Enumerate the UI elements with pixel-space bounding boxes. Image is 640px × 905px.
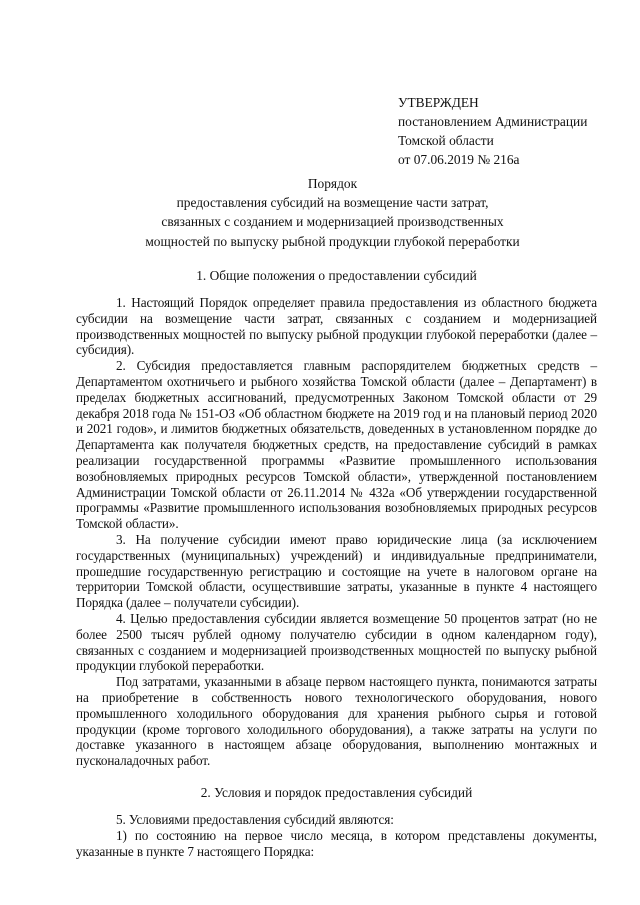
title-line-2: предоставления субсидий на возмещение части затрат, (176, 195, 489, 211)
title-line-1: Порядок (307, 176, 358, 191)
paragraph-1: 1. Настоящий Порядок определяет правила предоставления из областного бюджета субсидии на возмещение части затрат, связанных с созданием и модернизацией производственных мощностей по выпуску рыбной продукции глубокой переработки (далее – субсидия). (76, 295, 597, 358)
approval-region: Томской области (398, 133, 494, 148)
document-body (76, 268, 597, 859)
approval-title: УТВЕРЖДЕН (398, 95, 479, 110)
paragraph-4-continued: Под затратами, указанными в абзаце первом настоящего пункта, понимаются затраты на приобретение в собственность нового технологического оборудования, нового промышленного холодильного оборудования для хранения рыбного сырья и готовой продукции (кроме торгового холодильного оборудования), а также затраты на услуги по доставке указанного в настоящем абзаце оборудования, выполнению монтажных и пусконаладочных работ. (76, 674, 597, 769)
approval-date-number: от 07.06.2019 № 216а (398, 152, 520, 167)
approval-authority: постановлением Администрации (398, 114, 588, 129)
document-title (60, 174, 605, 251)
paragraph-5-item-1: 1) по состоянию на первое число месяца, в котором представлены документы, указанные в пункте 7 настоящего Порядка: (76, 827, 597, 859)
paragraph-3: 3. На получение субсидии имеют право юридические лица (за исключением государственных (муниципальных) учреждений) и индивидуальные предприниматели, прошедшие государственную регистрацию и состоящие на учете в налоговом органе на территории Томской области, осуществившие затраты, указанные в пункте 4 настоящего Порядка (далее – получатели субсидии). (76, 531, 597, 611)
title-line-3: связанных с созданием и модернизацией производственных (161, 214, 504, 230)
title-line-4: мощностей по выпуску рыбной продукции глубокой переработки (145, 233, 520, 249)
approval-stamp (398, 93, 628, 169)
section-2-heading: 2. Условия и порядок предоставления субсидий (200, 784, 473, 800)
paragraph-5: 5. Условиями предоставления субсидий являются: (116, 811, 394, 827)
paragraph-4: 4. Целью предоставления субсидии является возмещение 50 процентов затрат (но не более 2500 тысяч рублей одному получателю субсидии в одном календарном году), связанных с созданием и модернизацией производственных мощностей по выпуску рыбной продукции глубокой переработки. (76, 610, 597, 674)
paragraph-2: 2. Субсидия предоставляется главным распорядителем бюджетных средств – Департаментом охотничьего и рыбного хозяйства Томской области (далее – Департамент) в пределах бюджетных ассигнований, предусмотренных Законом Томской области от 29 декабря 2018 года № 151-ОЗ «Об областном бюджете на 2019 год и на плановый период 2020 и 2021 годов», и лимитов бюджетных обязательств, доведенных в установленном порядке до Департамента как получателя бюджетных средств, на предоставление субсидий в рамках реализации государственной программы «Развитие промышленного использования возобновляемых природных ресурсов Томской области», утвержденной постановлением Администрации Томской области от 26.11.2014 № 432а «Об утверждении государственной программы «Развитие промышленного использования возобновляемых природных ресурсов Томской области». (76, 358, 597, 532)
section-1-heading: 1. Общие положения о предоставлении субсидий (196, 268, 477, 283)
